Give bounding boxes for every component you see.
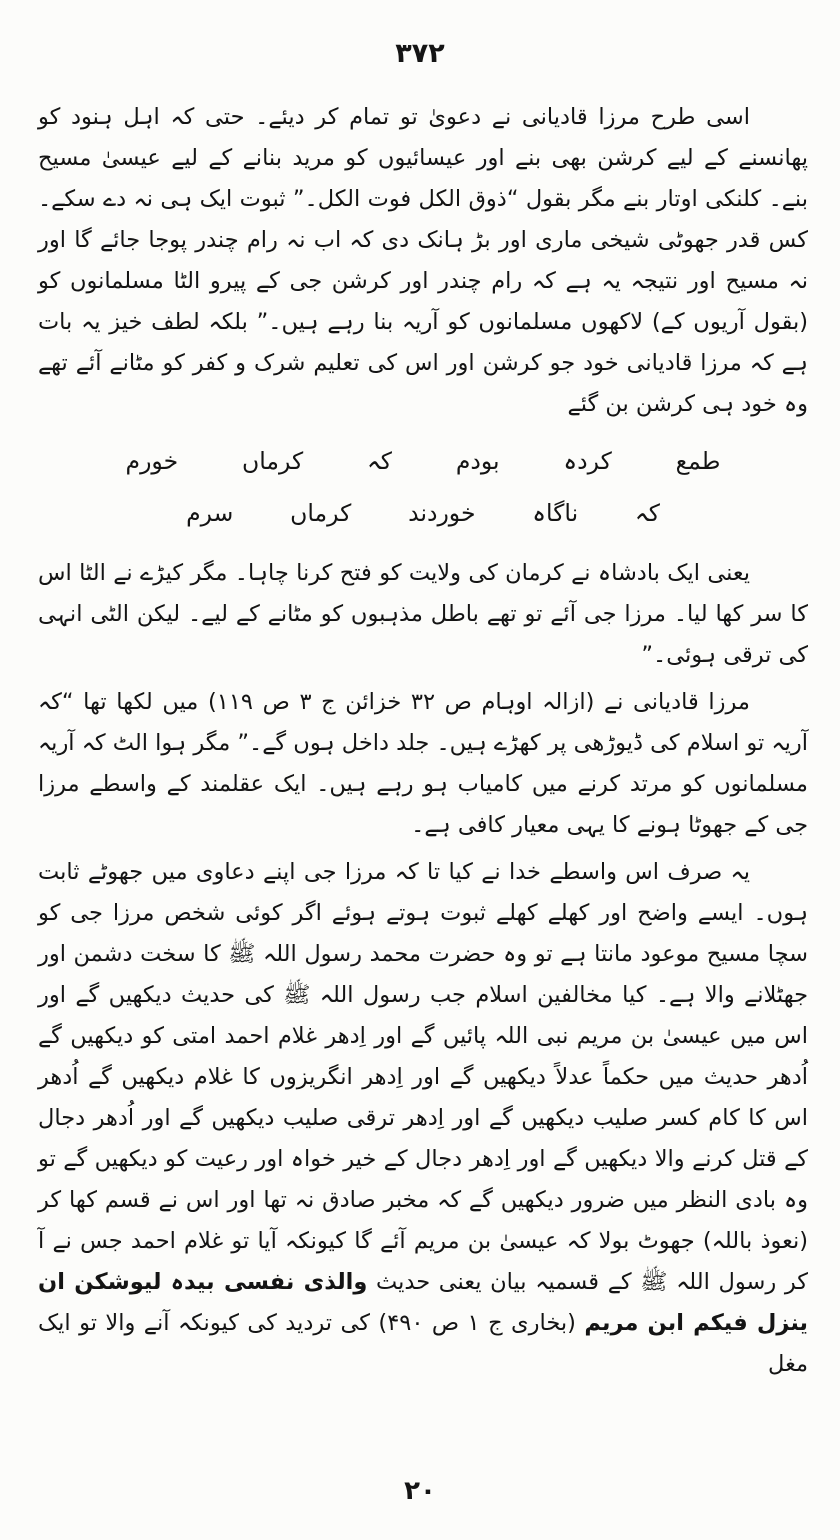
couplet-line-1: طمع کردہ بودم کہ کرماں خورم [125, 447, 721, 475]
persian-couplet [38, 435, 808, 539]
paragraph-4 [38, 852, 808, 1385]
paragraph-4-text-start: یہ صرف اس واسطے خدا نے کیا تا کہ مرزا جی اپنے دعاوی میں جھوٹے ثابت ہوں۔ ایسے واضح اور کھلے کھلے ثبوت ہوتے ہوئے اگر کوئی شخص مرزا جی کو سچا مسیح موعود مانتا ہے تو وہ حضرت محمد رسول اللہ ﷺ کا سخت دشمن اور جھٹلانے والا ہے۔ کیا مخالفین اسلام جب رسول اللہ ﷺ کی حدیث دیکھیں گے اور اس میں عیسیٰ بن مریم نبی اللہ پائیں گے اور اِدھر غلام احمد امتی کو دیکھیں گے اُدھر حدیث میں حکماً عدلاً دیکھیں گے اور اِدھر انگریزوں کا غلام دیکھیں گے اُدھر اس کا کام کسر صلیب دیکھیں گے اور اِدھر ترقی صلیب دیکھیں گے اور اُدھر دجال کے قتل کرنے والا دیکھیں گے اور اِدھر دجال کے خیر خواہ اور رعیت کو دیکھیں گے تو وہ بادی النظر میں ضرور دیکھیں گے کہ مخبر صادق نہ تھا اور اس نے قسم کھا کر (نعوذ باللہ) جھوٹ بولا کہ عیسیٰ بن مریم آئے گا کیونکہ آیا تو غلام احمد جس نے آ کر رسول اللہ ﷺ کے قسمیہ بیان یعنی حدیث [38, 859, 808, 1295]
page-body [0, 69, 840, 1385]
page-number-bottom: ۲۰ [404, 1476, 436, 1506]
paragraph-2: یعنی ایک بادشاہ نے کرمان کی ولایت کو فتح کرنا چاہا۔ مگر کیڑے نے الٹا اس کا سر کھا لیا۔ مرزا جی آئے تو تھے باطل مذہبوں کو مٹانے کے لیے۔ لیکن الٹی انہی کی ترقی ہوئی۔” [38, 560, 808, 668]
paragraph-3: مرزا قادیانی نے (ازالہ اوہام ص ۳۲ خزائن ج ۳ ص ۱۱۹) میں لکھا تھا “کہ آریہ تو اسلام کی ڈیوڑھی پر کھڑے ہیں۔ جلد داخل ہوں گے۔” مگر ہوا الٹ کہ آریہ مسلمانوں کو مرتد کرنے میں کامیاب ہو رہے ہیں۔ ایک عقلمند کے واسطے مرزا جی کے جھوٹا ہونے کا یہی معیار کافی ہے۔ [38, 689, 808, 838]
paragraph-4-hadith-arabic: والذی نفسی بیدہ لیوشکن ان ینزل فیکم ابن مریم [38, 1269, 808, 1336]
paragraph-1: اسی طرح مرزا قادیانی نے دعویٰ تو تمام کر دیئے۔ حتی کہ اہل ہنود کو پھانسنے کے لیے کرشن بھی بنے اور عیسائیوں کو مرید بنانے کے لیے عیسیٰ مسیح بنے۔ کلنکی اوتار بنے مگر بقول “ذوق الکل فوت الکل۔” ثبوت ایک ہی نہ دے سکے۔ کس قدر جھوٹی شیخی ماری اور بڑ ہانک دی کہ اب نہ رام چندر پوجا جائے گا اور نہ مسیح اور نتیجہ یہ ہے کہ رام چندر اور کرشن جی کے پیرو الٹا مسلمانوں کو (بقول آریوں کے) لاکھوں مسلمانوں کو آریہ بنا رہے ہیں۔” بلکہ لطف خیز یہ بات ہے کہ مرزا قادیانی خود جو کرشن اور اس کی تعلیم شرک و کفر کو مٹانے آئے تھے وہ خود ہی کرشن بن گئے [38, 104, 808, 417]
couplet-line-2: کہ ناگاہ خوردند کرماں سرم [186, 499, 660, 527]
page-number-top: ۳۷۲ [395, 38, 445, 69]
paragraph-4-text-end: (بخاری ج ۱ ص ۴۹۰) کی تردید کی کیونکہ آنے والا تو ایک مغل [38, 1310, 808, 1377]
